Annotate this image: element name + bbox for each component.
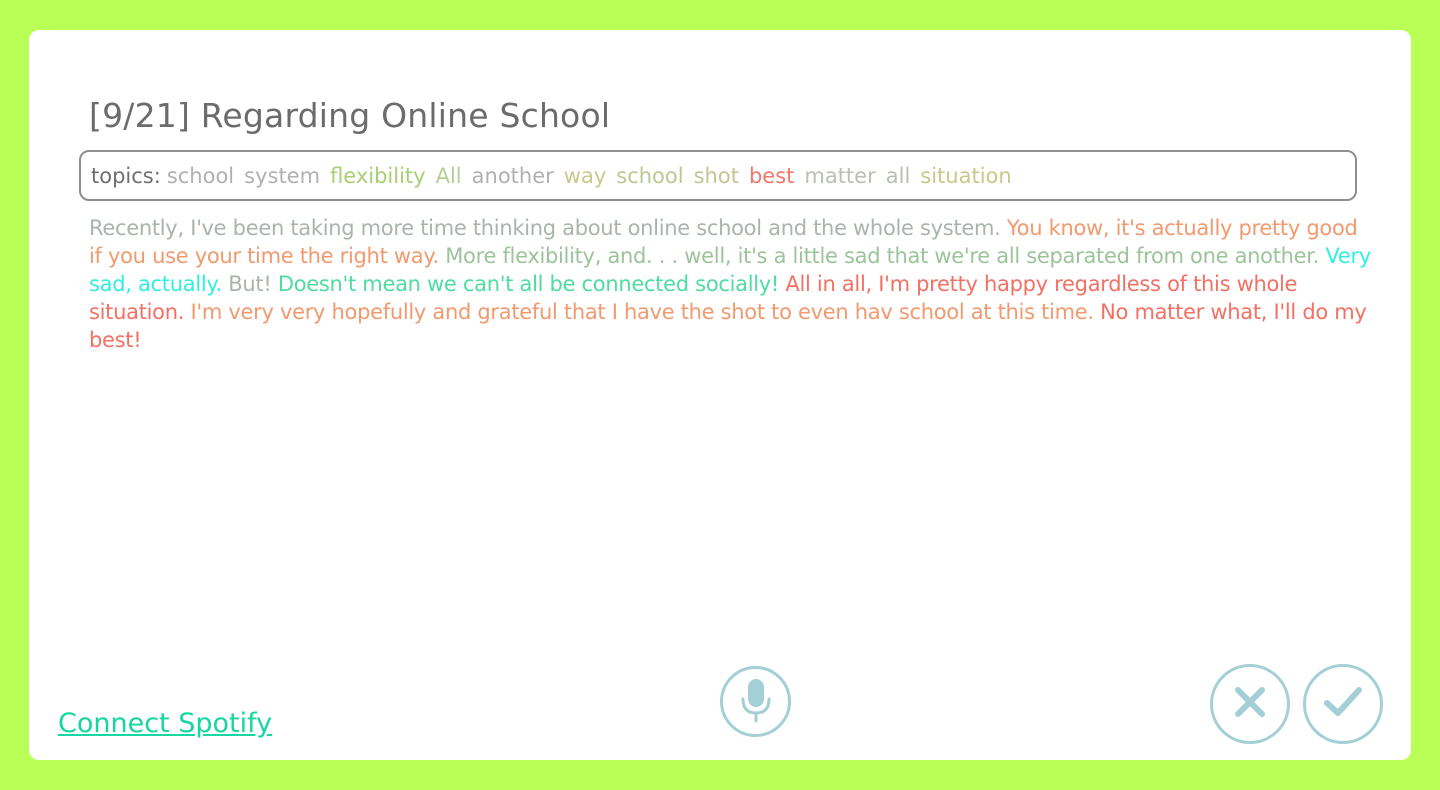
entry-sentence: All in all, I'm pretty happy regardless of this whole situation. (89, 272, 1298, 324)
entry-sentence: I'm very very hopefully and grateful that I have the shot to even hav school at this time. (190, 300, 1101, 324)
microphone-icon (741, 677, 771, 727)
entry-sentence: No matter what, I'll do my best! (89, 300, 1367, 352)
topic-tag: school (616, 163, 684, 188)
topic-tag: All (435, 163, 462, 188)
check-icon (1323, 685, 1363, 723)
entry-sentence: Recently, I've been taking more time thinking about online school and the whole system. (89, 216, 1007, 240)
page-title: [9/21] Regarding Online School (89, 96, 611, 135)
connect-spotify-link[interactable]: Connect Spotify (58, 708, 273, 739)
topic-tag: matter (804, 163, 876, 188)
cancel-button[interactable] (1210, 664, 1290, 744)
topic-tag: situation (920, 163, 1012, 188)
topic-tag: school (166, 163, 235, 188)
topic-list (167, 164, 1022, 188)
confirm-button[interactable] (1303, 664, 1383, 744)
journal-entry-text (89, 214, 1371, 354)
entry-sentence: You know, it's actually pretty good if you use your time the right way. (89, 216, 1358, 268)
entry-sentence: Doesn't mean we can't all be connected socially! (277, 272, 786, 296)
record-button[interactable] (720, 666, 791, 737)
entry-sentence: But! (228, 272, 278, 296)
topic-tag: way (563, 163, 607, 188)
topic-tag: shot (693, 163, 739, 188)
topic-tag: all (885, 163, 911, 188)
topics-bar (79, 150, 1357, 201)
entry-sentence: Very sad, actually. (89, 244, 1371, 296)
journal-card (29, 30, 1411, 760)
topic-tag: system (244, 163, 321, 188)
topic-tag: another (471, 163, 554, 188)
topics-label: topics: (91, 163, 161, 188)
close-icon (1232, 684, 1268, 724)
topic-tag: best (748, 163, 795, 188)
entry-sentence: More flexibility, and. . . well, it's a little sad that we're all separated from one another. (445, 244, 1326, 268)
topic-tag: flexibility (330, 163, 426, 188)
